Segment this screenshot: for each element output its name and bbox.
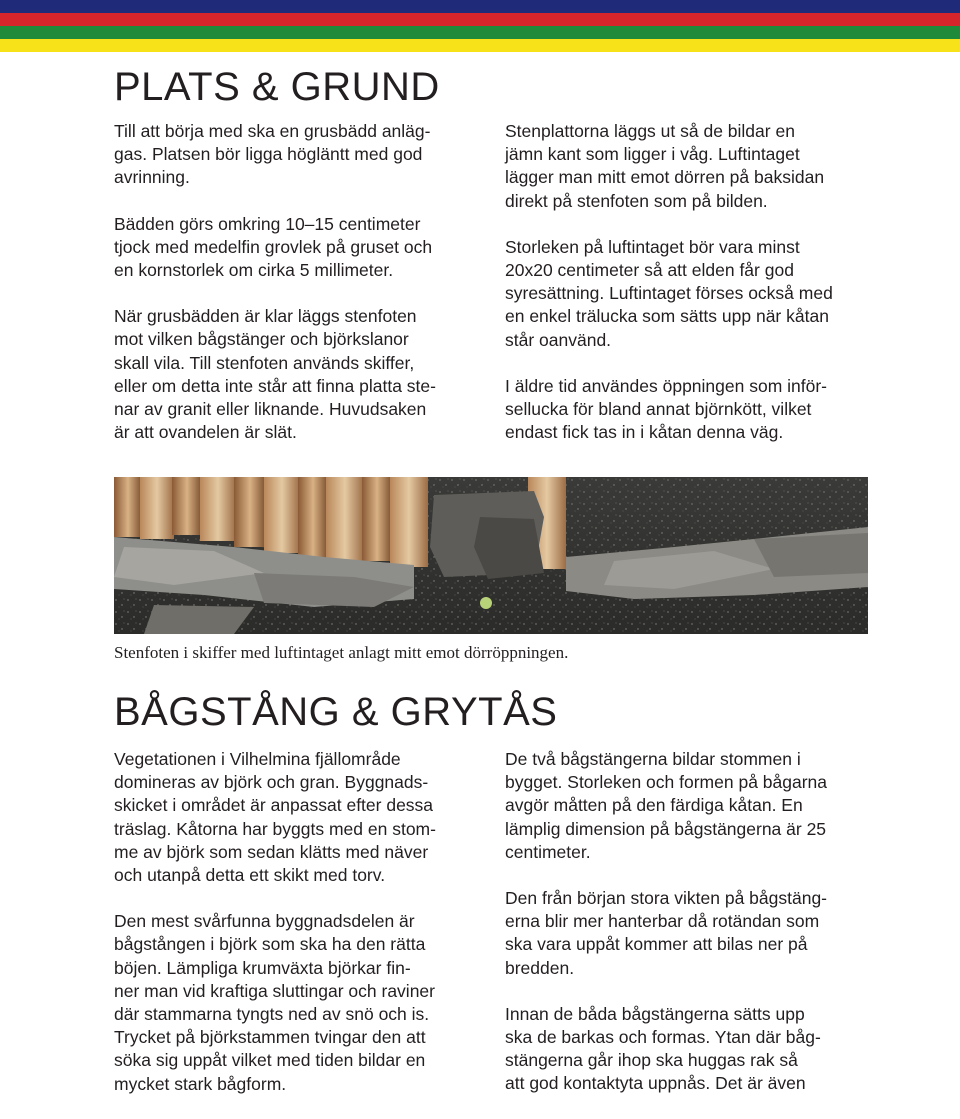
paragraph: Till att börja med ska en grusbädd anläg- gas. Platsen bör ligga högläntt med god avrinning. <box>114 121 431 188</box>
paragraph: Vegetationen i Vilhelmina fjällområde domineras av björk och gran. Byggnads- skicket i området är anpassat efter dessa träslag. Kåtorna har byggts med en stom- me av björk som sedan klätts med näver och utanpå detta ett skikt med torv. <box>114 749 436 886</box>
paragraph: Innan de båda bågstängerna sätts upp ska de barkas och formas. Ytan där båg- stängerna går ihop ska huggas rak så att god kontaktyta uppnås. Det är även <box>505 1003 821 1094</box>
header-stripes <box>0 0 960 52</box>
section-title-plats-grund: PLATS & GRUND <box>114 65 440 109</box>
photo-caption: Stenfoten i skiffer med luftintaget anlagt mitt emot dörröppningen. <box>114 643 569 662</box>
stripe-red <box>0 13 960 26</box>
paragraph: Den från början stora vikten på bågstäng- erna blir mer hanterbar då rotändan som ska vara uppåt kommer att bilas ner på bredden. <box>505 888 827 978</box>
paragraph: Stenplattorna läggs ut så de bildar en jämn kant som ligger i våg. Luftintaget lägger man mitt emot dörren på baksidan direkt på stenfoten som på bilden. <box>505 121 825 211</box>
paragraph: Den mest svårfunna byggnadsdelen är bågstången i björk som ska ha den rätta böjen. Lämpliga krumväxta björkar fin- ner man vid kraftiga sluttingar och raviner där stammarna tyngts ned av snö och is. Trycket på björkstammen tvingar den att söka sig uppåt vilket med tiden bildar en mycket stark bågform. <box>114 911 435 1094</box>
stone-foundation-photo <box>114 477 868 634</box>
paragraph: När grusbädden är klar läggs stenfoten mot vilken bågstänger och björkslanor skall vila. Till stenfoten används skiffer, eller om detta inte står att finna platta ste- nar av granit eller liknande. Huvudsaken är att ovandelen är slät. <box>114 306 436 443</box>
stripe-green <box>0 26 960 39</box>
photo-illustration <box>114 477 868 634</box>
stripe-yellow <box>0 39 960 52</box>
section2-right-column <box>505 748 880 1119</box>
section-title-bagstang-grytas: BÅGSTÅNG & GRYTÅS <box>114 690 558 734</box>
paragraph: Storleken på luftintaget bör vara minst 20x20 centimeter så att elden får god syresättning. Luftintaget förses också med en enkel trälucka som sätts upp när kåtan står oanvänd. <box>505 236 833 350</box>
paragraph: De två bågstängerna bildar stommen i bygget. Storleken och formen på bågarna avgör måtten på den färdiga kåtan. En lämplig dimension på bågstängerna är 25 centimeter. <box>505 749 828 862</box>
paragraph: I äldre tid användes öppningen som inför- sellucka för bland annat björnkött, vilket endast fick tas in i kåtan denna väg. <box>505 375 828 443</box>
section2-left-column <box>114 748 489 1119</box>
section1-right-column <box>505 120 880 467</box>
paragraph: Bädden görs omkring 10–15 centimeter tjock med medelfin grovlek på gruset och en kornstorlek om cirka 5 millimeter. <box>114 213 433 281</box>
stripe-blue <box>0 0 960 13</box>
section1-left-column <box>114 120 489 467</box>
